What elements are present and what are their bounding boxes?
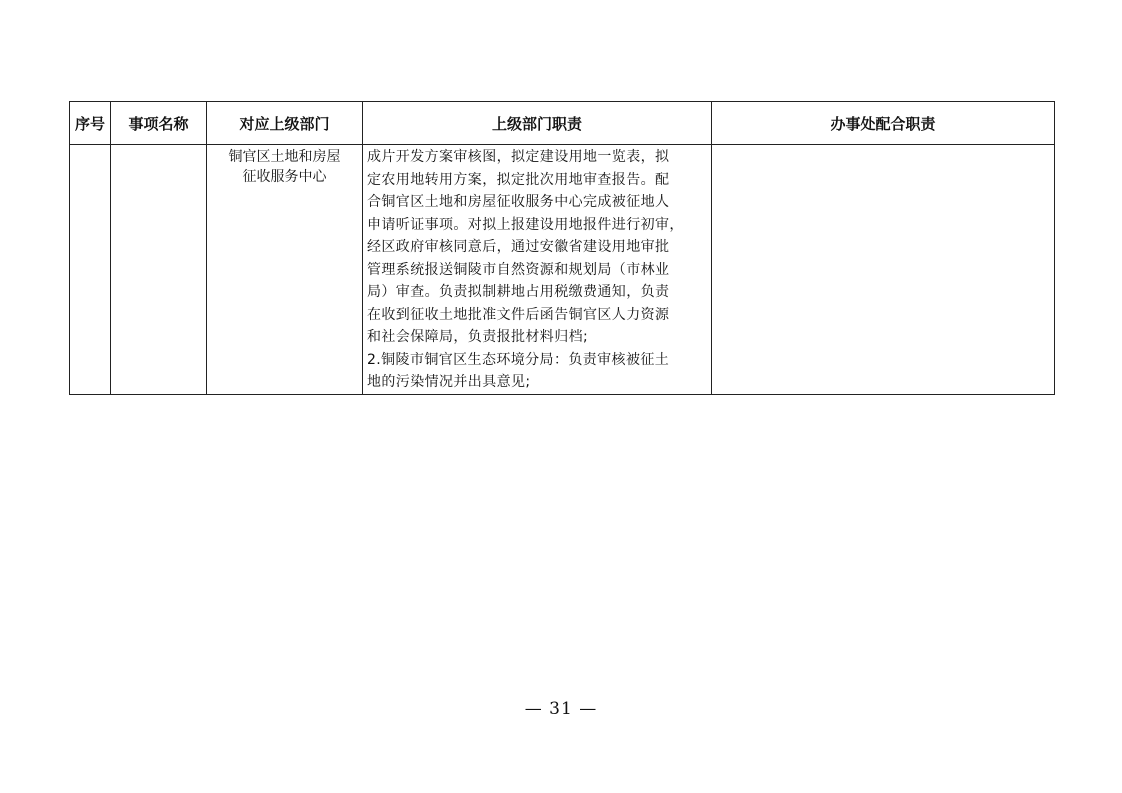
cell-duty	[363, 145, 712, 395]
header-row	[70, 102, 1055, 145]
header-seq: 序号	[70, 102, 111, 145]
duty-line: 地的污染情况并出具意见;	[367, 374, 531, 390]
cell-seq	[70, 145, 111, 395]
dept-line: 征收服务中心	[242, 169, 327, 185]
cell-office-duty	[712, 145, 1055, 395]
header-office-duty: 办事处配合职责	[712, 102, 1055, 145]
duty-line: 申请听证事项。对拟上报建设用地报件进行初审，	[367, 216, 684, 233]
duty-line: 定农用地转用方案，拟定批次用地审查报告。配	[367, 171, 670, 188]
cell-dept	[207, 145, 363, 395]
duty-line: 局）审查。负责拟制耕地占用税缴费通知，负责	[367, 284, 670, 300]
header-item-name: 事项名称	[111, 102, 207, 145]
table-header	[70, 102, 1055, 145]
table-body	[70, 145, 1055, 395]
table-row	[70, 145, 1055, 395]
duty-line: 合铜官区土地和房屋征收服务中心完成被征地人	[367, 194, 670, 210]
duty-line: 管理系统报送铜陵市自然资源和规划局（市林业	[367, 261, 670, 278]
duty-line: 经区政府审核同意后，通过安徽省建设用地审批	[367, 239, 670, 255]
duty-line: 2.铜陵市铜官区生态环境分局：负责审核被征土	[367, 351, 670, 368]
duty-line: 成片开发方案审核图，拟定建设用地一览表，拟	[367, 149, 670, 165]
cell-item-name	[111, 145, 207, 395]
dept-line: 铜官区土地和房屋	[228, 149, 341, 165]
header-dept: 对应上级部门	[207, 102, 363, 145]
page-number: — 31 —	[524, 699, 598, 719]
header-duty: 上级部门职责	[363, 102, 712, 145]
duty-table	[69, 101, 1055, 395]
duty-line: 在收到征收土地批准文件后函告铜官区人力资源	[367, 306, 670, 323]
duty-line: 和社会保障局，负责报批材料归档;	[367, 329, 589, 345]
